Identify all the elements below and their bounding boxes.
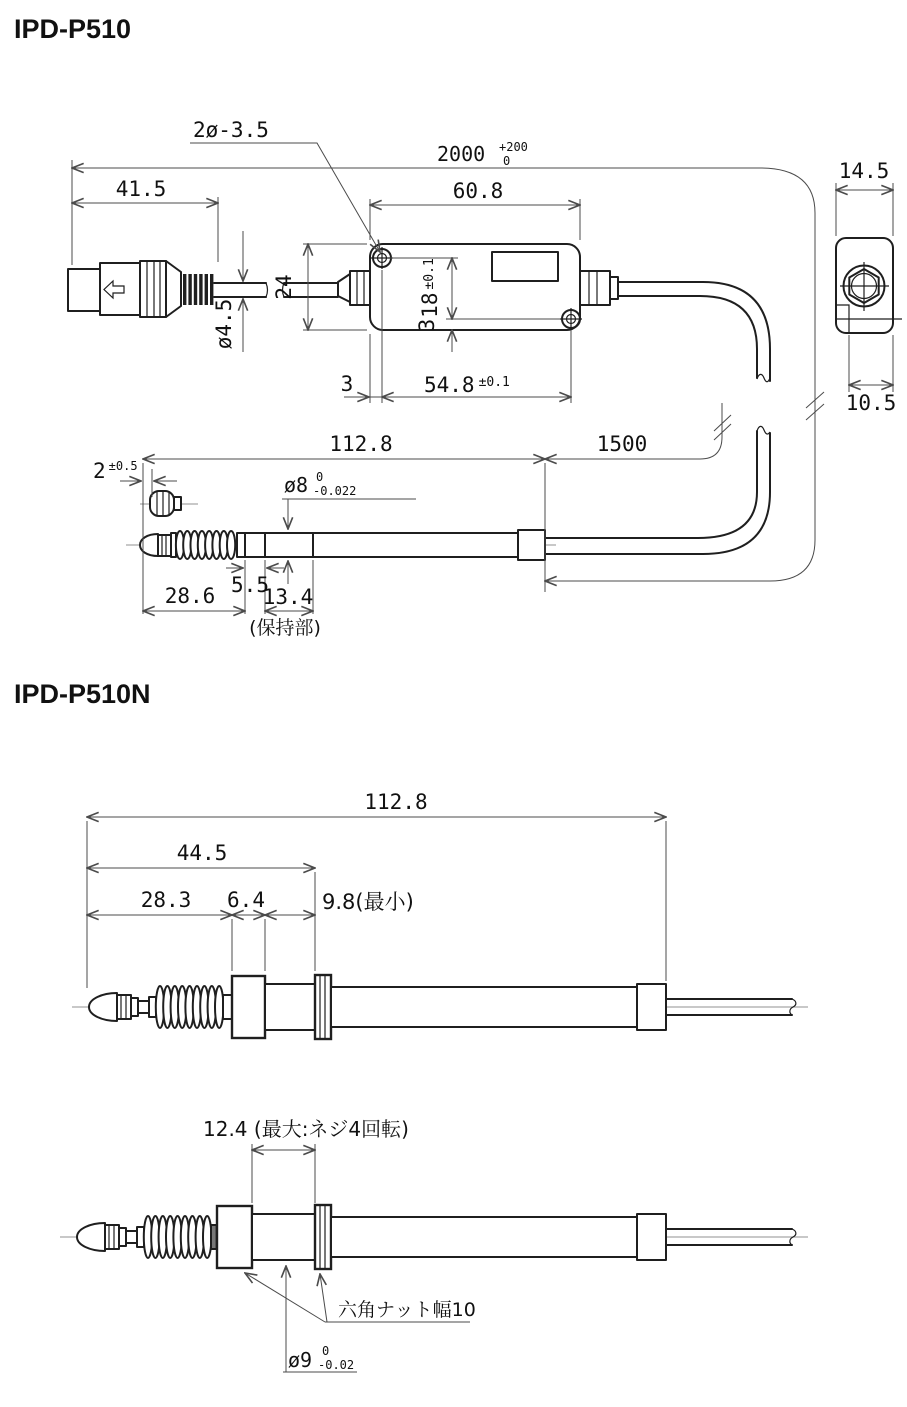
dim-end-w-bot: 10.5 xyxy=(845,391,897,415)
dim-connector-len: 41.5 xyxy=(115,177,167,201)
dim-front-len: 44.5 xyxy=(176,841,228,865)
dim-shaft-dia-tol-dn: -0.022 xyxy=(313,484,357,498)
dim-cable-dia: ø4.5 xyxy=(212,298,236,350)
note-hex-nut: 六角ナット幅10 xyxy=(338,1299,476,1321)
connector-plug xyxy=(68,261,213,317)
section-title-p510: IPD-P510 xyxy=(14,14,132,44)
dim-shaft-dia: ø8 xyxy=(284,473,309,497)
dim-body-dia-tol-up: 0 xyxy=(322,1344,330,1358)
dim-total-len: 112.8 xyxy=(364,790,428,814)
dim-body-dia: ø9 xyxy=(288,1348,313,1372)
relay-box-end-view xyxy=(836,238,902,333)
spare-contact-tip xyxy=(140,491,198,516)
dim-cable-mid: 1500 xyxy=(596,432,648,456)
hex-nut-2 xyxy=(315,1205,331,1269)
dim-body-dia-tol-dn: -0.02 xyxy=(318,1358,355,1372)
bellows-boot xyxy=(144,1216,212,1258)
dim-amp-height: 24 xyxy=(272,274,296,300)
hex-nut-2 xyxy=(315,975,331,1039)
dim-tip-travel: 2 $^{\pm 0.5}$ xyxy=(93,459,138,483)
dim-nut-w: 6.4 xyxy=(227,888,265,912)
bellows-boot xyxy=(176,531,235,559)
dim-cable-total-tol-dn: 0 xyxy=(503,154,511,168)
probe-p510n-nut-back xyxy=(60,1205,808,1269)
probe-p510 xyxy=(126,426,770,560)
dimensions-p510 xyxy=(72,118,896,639)
contact-tip-ball xyxy=(89,993,117,1021)
strain-relief xyxy=(183,274,213,305)
dim-cable-total-tol-up: +200 xyxy=(499,140,528,154)
dim-amp-len: 60.8 xyxy=(452,179,504,203)
dim-hole-pitch: 54.8 $^{\pm 0.1}$ xyxy=(424,373,510,397)
dim-probe-seg1: 28.6 xyxy=(164,584,216,608)
relay-box xyxy=(370,244,618,330)
hex-nut-1 xyxy=(232,976,265,1038)
contact-tip-ball xyxy=(77,1223,105,1251)
probe-p510n-extended xyxy=(72,975,808,1039)
dim-probe-seg2: 5.5 xyxy=(231,573,269,597)
dim-probe-len: 112.8 xyxy=(329,432,393,456)
hex-nut-1 xyxy=(217,1206,252,1268)
dim-end-w-top: 14.5 xyxy=(838,159,890,183)
section-title-p510n: IPD-P510N xyxy=(14,679,151,709)
cable-amp-down xyxy=(618,282,770,382)
dim-hole-h-off: 3 xyxy=(340,372,354,396)
dim-seg1: 28.3 xyxy=(140,888,192,912)
dim-holes-note: 2ø-3.5 xyxy=(193,118,269,142)
dim-min-len: 9.8(最小) xyxy=(322,890,414,914)
dim-hole-v-off: 3 xyxy=(415,318,439,332)
dim-thread-note: 12.4 (最大:ネジ4回転) xyxy=(203,1117,409,1141)
dim-cable-total: 2000 xyxy=(437,142,486,166)
dim-hole-v: $18^{\pm 0.1}$ xyxy=(418,258,442,318)
bellows-boot xyxy=(156,986,224,1028)
dim-shaft-dia-tol-up: 0 xyxy=(316,470,324,484)
dimensions-p510n-upper xyxy=(87,790,666,988)
note-holding: (保持部) xyxy=(249,617,321,639)
dim-probe-seg3: 13.4 xyxy=(262,585,314,609)
